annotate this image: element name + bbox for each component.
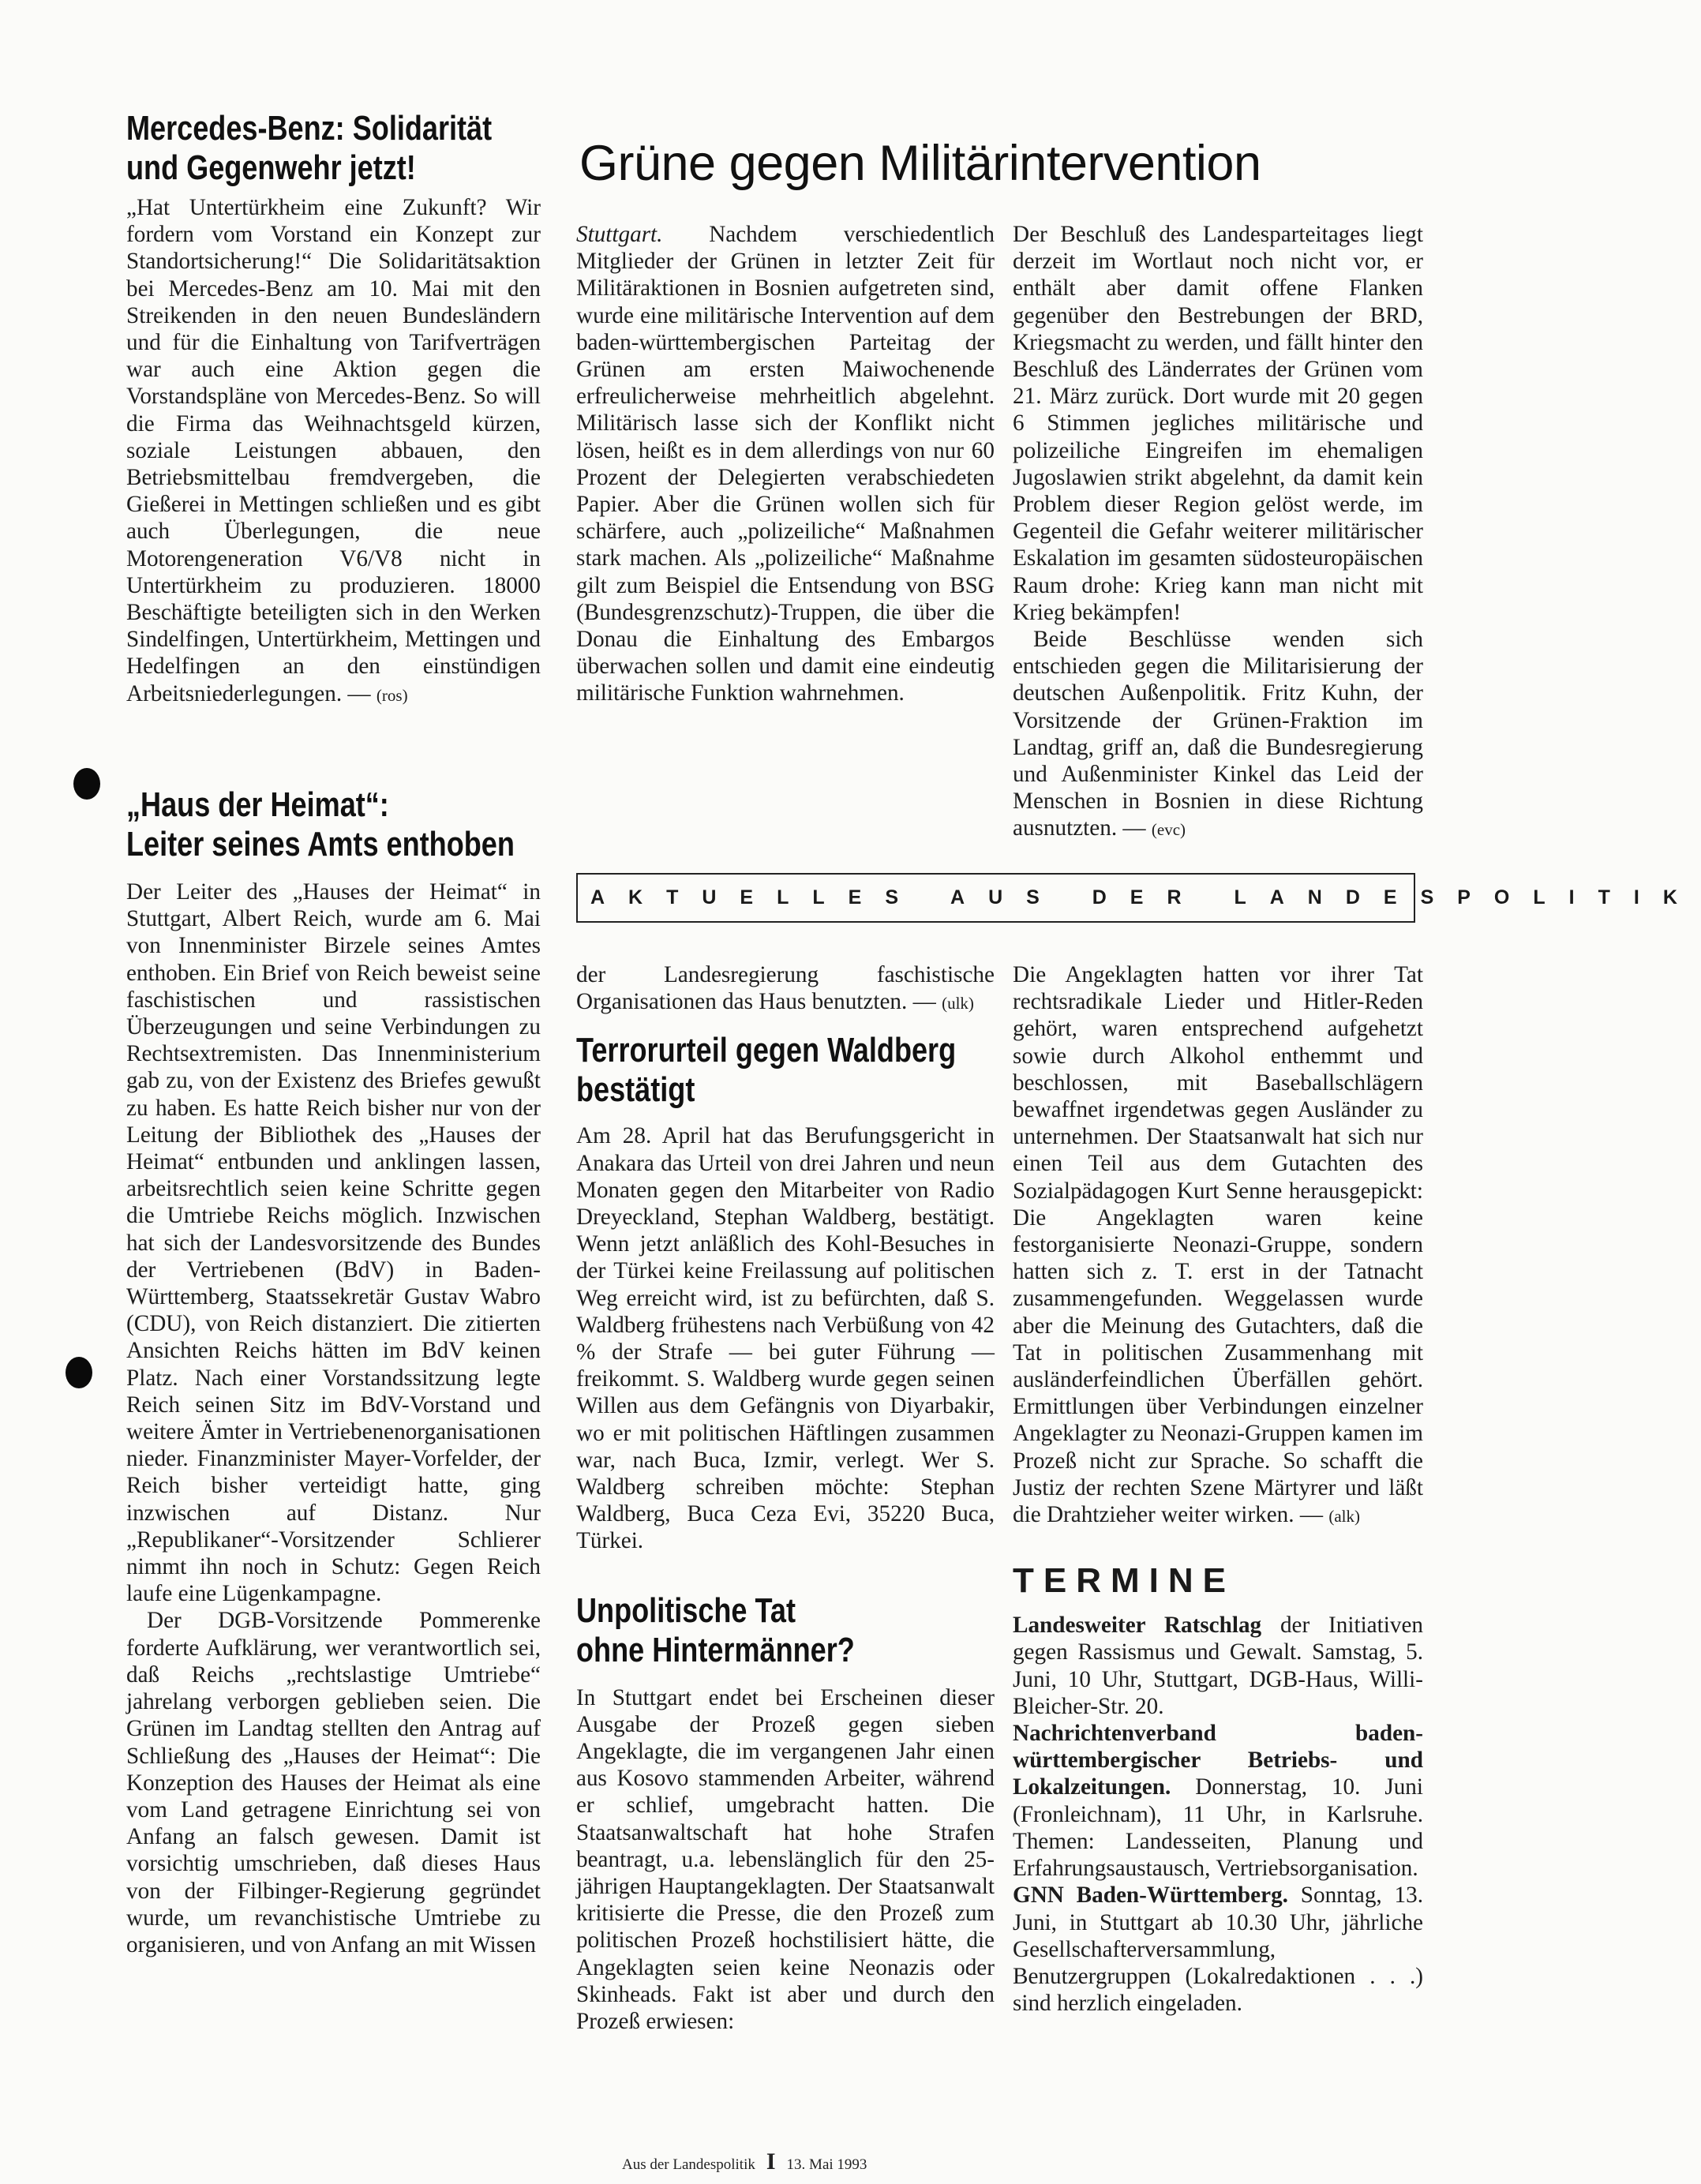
unpolitisch-headline-line-2: ohne Hintermänner? [576,1630,855,1669]
termine-event-3-title: GNN Baden-Württemberg. [1013,1882,1288,1909]
heimat-continuation [576,961,995,1017]
heimat-headline-line-2: Leiter seines Amts enthoben [126,825,515,863]
mercedes-headline-line-2: und Gegenwehr jetzt! [126,148,416,187]
unpolitisch-signature: (alk) [1328,1507,1361,1527]
termine-event-2 [1013,1720,1423,1882]
page-footer [622,2148,954,2175]
terror-headline-line-2: bestätigt [576,1070,695,1110]
heimat-paragraph-1: Der Leiter des „Hauses der Heimat“ in Stuttgart, Albert Reich, wurde am 6. Mai von Innenminister Birzele seines Amtes enthoben. Ein Brief von Reich beweist seine faschistischen und rassistischen Überzeugungen und seine Verbindungen zu Rechtsextremisten. Das Innenministerium gab zu, von der Existenz des Briefes gewußt zu haben. Es hatte Reich bisher nur von der Leitung der Bibliothek des „Hauses der Heimat“ entbunden und anklingen lassen, arbeitsrechtlich seien keine Schritte gegen die Umtriebe Reichs möglich. Inzwischen hat sich der Landesvorsitzende des Bundes der Vertriebenen (BdV) in Baden-Württemberg, Staatssekretär Gustav Wabro (CDU), von Reich distanziert. Die zitierten Ansichten Reichs hätten im BdV keinen Platz. Nach einer Vorstandssitzung legte Reich seinen Sitz im BdV-Vorstand und weitere Ämter in Vertriebenenorganisationen nieder. Finanzminister Mayer-Vorfelder, der Reich bisher verteidigt hatte, ging inzwischen auf Distanz. Nur „Republikaner“-Vorsitzender Schlierer nimmt ihn noch in Schutz: Gegen Reich laufe eine Lügenkampagne. [126,879,541,1607]
mercedes-body [126,194,541,709]
column-2-lower [576,961,995,2035]
unpolitisch-headline-line-1: Unpolitische Tat [576,1590,796,1630]
unpolitisch-paragraph-2 [1013,961,1423,1530]
gruene-headline: Grüne gegen Militärintervention [579,136,1261,191]
termine-event-3 [1013,1882,1423,2017]
article-gruene-col-1 [576,221,995,707]
termine-event-2-text: Donnerstag, 10. Juni (Fronleichnam), 11 Uhr, in Karlsruhe. Themen: Landesseiten, Planung und Erfahrungsaustausch, Vertriebsorganisation. [1013,1774,1423,1882]
heimat-headline [126,785,541,864]
heimat-signature: (ulk) [942,994,974,1013]
mercedes-body-text: „Hat Untertürkheim eine Zukunft? Wir fordern vom Vorstand ein Konzept zur Standortsicherung!“ Die Solidaritätsaktion bei Mercedes-Benz am 10. Mai mit den Streikenden in den neuen Bundesländern und für die Einhaltung von Tarifverträgen war auch eine Aktion gegen die Vorstandspläne von Mercedes-Benz. So will die Firma das Weihnachtsgeld kürzen, soziale Leistungen abbauen, den Betriebsmittelbau fremdvergeben, die Gießerei in Mettingen schließen und es gibt auch Überlegungen, die neue Motorengeneration V6/V8 nicht in Untertürkheim zu produzieren. 18000 Beschäftigte beteiligten sich in den Werken Sindelfingen, Untertürkheim, Mettingen und Hedelfingen an den einstündigen Arbeitsniederlegungen. — [126,195,541,706]
terror-headline [576,1031,991,1110]
gruene-paragraph-3-text: Beide Beschlüsse wenden sich entschieden gegen die Militarisierung der deutschen Außenpolitik. Fritz Kuhn, der Vorsitzende der Grünen-Fraktion im Landtag, griff an, daß die Bundesregierung und Außenminister Kinkel das Leid der Menschen in Bosnien in diese Richtung ausnutzten. — [1013,627,1423,841]
unpolitisch-headline [576,1591,991,1670]
terror-headline-line-1: Terrorurteil gegen Waldberg [576,1031,957,1070]
punch-hole-bottom [66,1357,92,1388]
article-haus-der-heimat [126,785,541,1958]
terror-paragraph: Am 28. April hat das Berufungsgericht in Anakara das Urteil von drei Jahren und neun Monaten gegen den Mitarbeiter von Radio Dreyeckland, Stephan Waldberg, bestätigt. Wenn jetzt anläßlich des Kohl-Besuches in der Türkei keine Freilassung auf politischen Weg erreicht wird, ist zu befürchten, daß S. Waldberg frühestens nach Verbüßung von 42 % der Strafe — bei guter Führung — freikommt. S. Waldberg wurde gegen seinen Willen aus dem Gefängnis von Diyarbakir, wo er mit politischen Häftlingen zusammen war, nach Buca, Izmir, verlegt. Wer S. Waldberg schreiben möchte: Stephan Waldberg, Buca Ceza Evi, 35220 Buca, Türkei. [576,1123,995,1554]
heimat-paragraph-2: Der DGB-Vorsitzende Pommerenke forderte Aufklärung, wer verantwortlich sei, daß Reichs „rechtslastige Umtriebe“ jahrelang verborgen geblieben seien. Die Grünen im Landtag stellten den Antrag auf Schließung des „Hauses der Heimat“: Die Konzeption des Hauses der Heimat als eine vom Land getragene Einrichtung sei von Anfang an falsch gewesen. Damit ist vorsichtig umschrieben, daß dieses Haus von der Filbinger-Regierung gegründet wurde, um revanchistische Umtriebe zu organisieren, und von Anfang an mit Wissen [126,1608,541,1957]
unpolitisch-paragraph-2-text: Die Angeklagten hatten vor ihrer Tat rechtsradikale Lieder und Hitler-Reden gehört, waren entsprechend aufgehetzt sowie durch Alkohol enthemmt und beschlossen, mit Baseballschlägern bewaffnet irgendetwas gegen Ausländer zu unternehmen. Der Staatsanwalt hat sich nur einen Teil aus dem Gutachten des Sozialpädagogen Kurt Senne herausgepickt: Die Angeklagten waren keine festorganisierte Neonazi-Gruppe, sondern hatten sich z. T. erst in der Tatnacht zusammengefunden. Weggelassen wurde aber die Meinung des Gutachters, daß die Tat in politischen Zusammenhang mit ausländerfeindlichen Überfällen gehört. Ermittlungen über Verbindungen einzelner Angeklagter zu Neonazi-Gruppen kamen im Prozeß nicht zur Sprache. So schafft die Justiz der rechten Szene Märtyrer und läßt die Drahtzieher weiter wirken. — [1013,962,1423,1528]
heimat-headline-line-1: „Haus der Heimat“: [126,785,389,824]
unpolitisch-paragraph-1: In Stuttgart endet bei Erscheinen dieser Ausgabe der Prozeß gegen sieben Angeklagte, die im vergangenen Jahr einen aus Kosovo stammenden Arbeiter, während er schlief, umgebracht hatten. Die Staatsanwaltschaft hat hohe Strafen beantragt, u.a. lebenslänglich für den 25-jährigen Hauptangeklagten. Der Staatsanwalt kritisierte die Presse, die den Prozeß zum politischen Prozeß hochstilisiert hätte, die Angeklagten seien keine Neonazis oder Skinheads. Fakt ist aber und durch den Prozeß erwiesen: [576,1684,995,2035]
column-3-lower [1013,961,1423,2017]
article-mercedes [126,109,541,709]
gruene-paragraph-1 [576,221,995,707]
gruene-dateline: Stuttgart. [576,222,663,247]
footer-page-number: I [766,2148,776,2175]
termine-heading: TERMINE [1013,1561,1235,1601]
termine-event-2-title: Nachrichtenverband baden-württembergischer Betriebs- und Lokalzeitungen. [1013,1721,1423,1800]
termine-event-1-text: der Initiativen gegen Rassismus und Gewalt. Samstag, 5. Juni, 10 Uhr, Stuttgart, DGB-Haus, Willi-Bleicher-Str. 20. [1013,1613,1423,1719]
heimat-continuation-text: der Landesregierung faschistische Organisationen das Haus benutzten. — [576,962,995,1015]
gruene-paragraph-1-text: Nachdem verschiedentlich Mitglieder der Grünen in letzter Zeit für Militäraktionen in Bosnien aufgetreten sind, wurde eine militärische Intervention auf dem baden-württembergischen Parteitag der Grünen am ersten Maiwochenende erfreulicherweise mehrheitlich abgelehnt. Militärisch lasse sich der Konflikt nicht lösen, heißt es in dem allerdings von nur 60 Prozent der Delegierten verabschiedeten Papier. Aber die Grünen wollen sich für schärfere, auch „polizeiliche“ Maßnahmen stark machen. Als „polizeiliche“ Maßnahme gilt zum Beispiel die Entsendung von BSG (Bundesgrenzschutz)-Truppen, die über die Donau die Einhaltung des Embargos überwachen sollen und damit eine eindeutig militärische Funktion wahrnehmen. [576,222,995,706]
termine-event-1-title: Landesweiter Ratschlag [1013,1613,1262,1639]
article-gruene-col-2 [1013,221,1423,844]
footer-section: Aus der Landespolitik [622,2156,755,2173]
mercedes-signature: (ros) [376,685,408,705]
gruene-paragraph-2: Der Beschluß des Landesparteitages liegt derzeit im Wortlaut noch nicht vor, er enthält aber damit offene Flanken gegenüber den Bestrebungen der BRD, Kriegsmacht zu werden, und fällt hinter den Beschluß des Länderrates der Grünen vom 21. März zurück. Dort wurde mit 20 gegen 6 Stimmen jegliches militärische und polizeiliche Eingreifen im ehemaligen Jugoslawien strikt abgelehnt, da damit kein Problem dieser Region gelöst werde, im Gegenteil die Gefahr weiterer militärischer Eskalation im gesamten südosteuropäischen Raum drohe: Krieg kann man nicht mit Krieg bekämpfen! [1013,222,1423,625]
termine-event-3-text: Sonntag, 13. Juni, in Stuttgart ab 10.30 Uhr, jährliche Gesellschafterversammlung, Benutzergruppen (Lokalredaktionen . . .) sind herzlich eingeladen. [1013,1882,1424,2017]
mercedes-headline-line-1: Mercedes-Benz: Solidarität [126,109,493,148]
gruene-signature: (evc) [1151,820,1186,840]
gruene-paragraph-3 [1013,626,1423,844]
mercedes-headline [126,109,541,188]
banner-text: AKTUELLES AUS DER LANDESPOLITIK [590,886,1701,908]
footer-date: 13. Mai 1993 [786,2156,867,2173]
termine-event-1 [1013,1612,1423,1720]
section-banner [576,873,1701,923]
punch-hole-top [73,768,100,800]
